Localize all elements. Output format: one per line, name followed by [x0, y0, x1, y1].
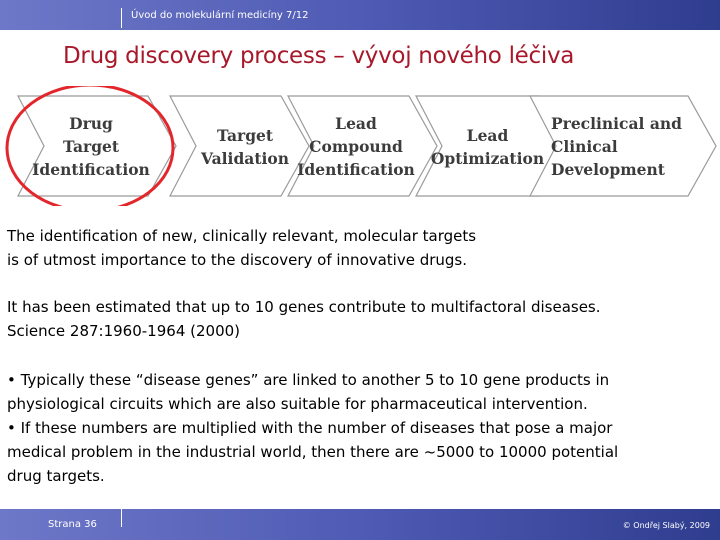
bullet-2-line-2: medical problem in the industrial world, then there are ~5000 to 10000 potential — [7, 443, 619, 461]
header-divider — [121, 8, 122, 28]
step-4-line-2: Optimization — [430, 149, 545, 168]
page-number: Strana 36 — [48, 519, 97, 530]
bullet-list — [7, 368, 707, 488]
footer-divider — [121, 509, 122, 527]
step-4-label — [430, 124, 545, 170]
step-3-line-1: Lead — [335, 114, 377, 133]
step-5-label — [551, 112, 686, 181]
step-2-line-2: Validation — [201, 149, 289, 168]
step-3-line-2: Compound — [309, 137, 403, 156]
step-5-line-2: Clinical — [551, 137, 618, 156]
paragraph-targets — [7, 224, 707, 272]
slide-title: Drug discovery process – vývoj nového léčiva — [63, 43, 575, 69]
step-1-line-3: Identification — [32, 160, 150, 179]
step-5-line-1: Preclinical and — [551, 114, 682, 133]
step-1-line-1: Drug — [69, 114, 113, 133]
step-3-label — [294, 112, 418, 181]
step-1-line-2: Target — [62, 137, 120, 156]
copyright-notice: © Ondřej Slabý, 2009 — [622, 521, 710, 530]
bullet-2-line-1: • If these numbers are multiplied with the number of diseases that pose a major — [7, 419, 613, 437]
bullet-1-line-1: • Typically these “disease genes” are linked to another 5 to 10 gene products in — [7, 371, 610, 389]
step-3-line-3: Identification — [297, 160, 415, 179]
paragraph-genes-line-1: It has been estimated that up to 10 genes contribute to multifactoral diseases. — [7, 298, 601, 316]
step-5-line-3: Development — [551, 160, 665, 179]
step-4-line-1: Lead — [466, 126, 509, 145]
paragraph-genes — [7, 295, 707, 343]
header-bar — [0, 0, 720, 30]
step-2-label — [195, 124, 295, 170]
step-2-line-1: Target — [216, 126, 274, 145]
footer-bar — [0, 509, 720, 540]
step-1-label — [30, 112, 152, 181]
bullet-2-line-3: drug targets. — [7, 467, 105, 485]
paragraph-targets-line-2: is of utmost importance to the discovery of innovative drugs. — [7, 251, 468, 269]
process-flow — [0, 86, 720, 206]
paragraph-targets-line-1: The identification of new, clinically relevant, molecular targets — [7, 227, 477, 245]
bullet-1-line-2: physiological circuits which are also suitable for pharmaceutical intervention. — [7, 395, 588, 413]
paragraph-genes-line-2: Science 287:1960-1964 (2000) — [7, 322, 241, 340]
course-label: Úvod do molekulární medicíny 7/12 — [131, 10, 309, 21]
